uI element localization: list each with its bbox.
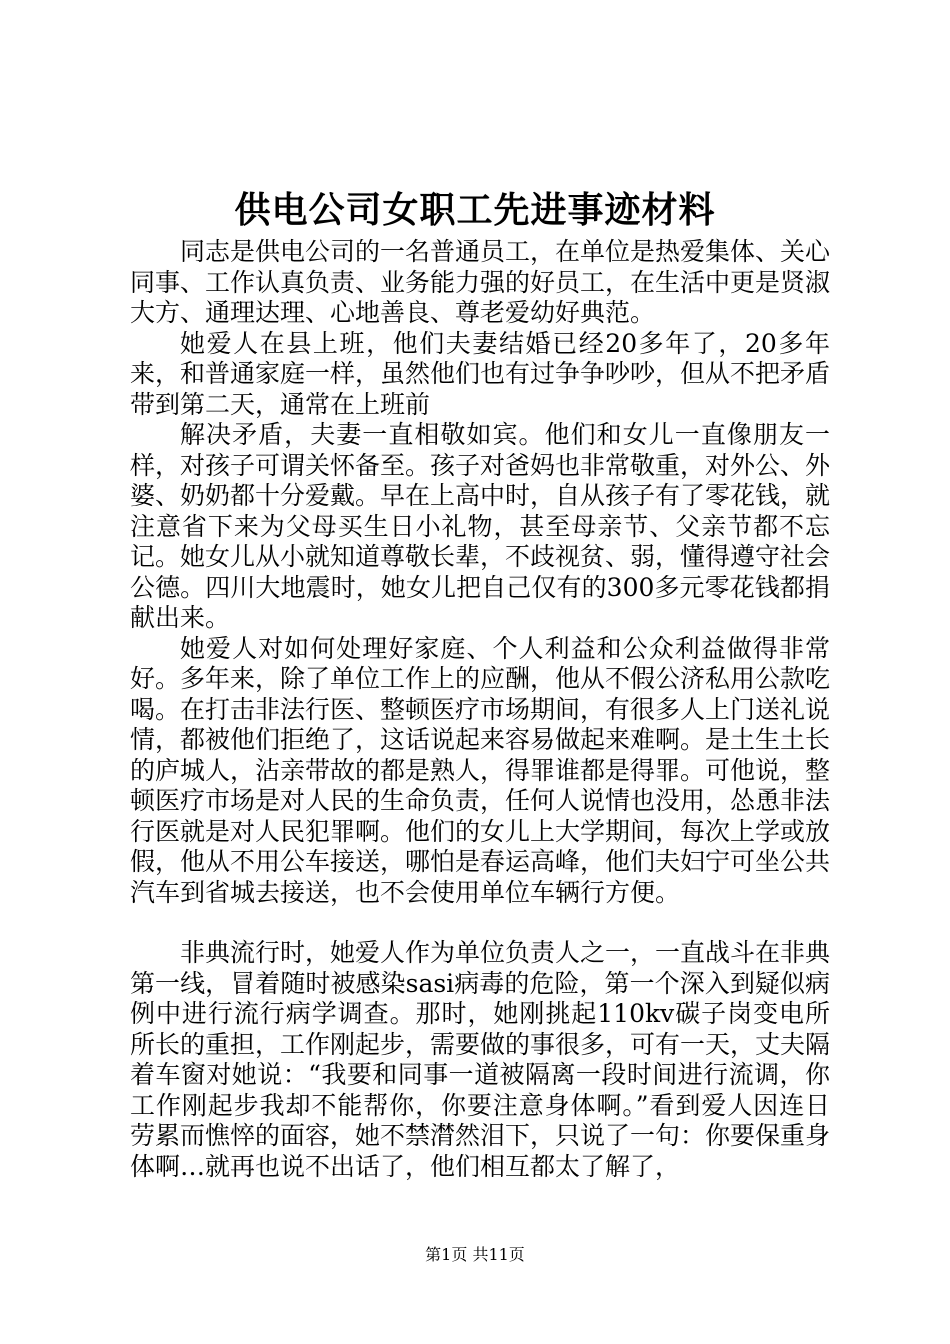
document-title: 供电公司女职工先进事迹材料 [234,189,716,231]
paragraph-5: 非典流行时，她爱人作为单位负责人之一，一直战斗在非典第一线，冒着随时被感染sasi病毒的危险，第一个深入到疑似病例中进行流行病学调查。那时，她刚挑起110kv碳子岗变电所所长的重担，工作刚起步，需要做的事很多，可有一天，丈夫隔着车窗对她说：“我要和同事一道被隔离一段时间进行流调，你工作刚起步我却不能帮你，你要注意身体啊。”看到爱人因连日劳累而憔悴的面容，她不禁潸然泪下，只说了一句：你要保重身体啊…就再也说不出话了，他们相互都太了解了， [130,938,831,1181]
paragraph-2: 她爱人在县上班，他们夫妻结婚已经20多年了，20多年来，和普通家庭一样，虽然他们也有过争争吵吵，但从不把矛盾带到第二天，通常在上班前 [130,328,831,419]
paragraph-gap [130,908,830,938]
paragraph-4: 她爱人对如何处理好家庭、个人利益和公众利益做得非常好。多年来，除了单位工作上的应酬，他从不假公济私用公款吃喝。在打击非法行医、整顿医疗市场期间，有很多人上门送礼说情，都被他们拒绝了，这话说起来容易做起来难啊。是土生土长的庐城人，沾亲带故的都是熟人，得罪谁都是得罪。可他说，整顿医疗市场是对人民的生命负责，任何人说情也没用，怂恿非法行医就是对人民犯罪啊。他们的女儿上大学期间，每次上学或放假，他从不用公车接送，哪怕是春运高峰，他们夫妇宁可坐公共汽车到省城去接送，也不会使用单位车辆行方便。 [130,633,831,907]
paragraph-3: 解决矛盾，夫妻一直相敬如宾。他们和女儿一直像朋友一样，对孩子可谓关怀备至。孩子对爸妈也非常敬重，对外公、外婆、奶奶都十分爱戴。早在上高中时，自从孩子有了零花钱，就注意省下来为父母买生日小礼物，甚至母亲节、父亲节都不忘记。她女儿从小就知道尊敬长辈，不歧视贫、弱，懂得遵守社会公德。四川大地震时，她女儿把自己仅有的300多元零花钱都捐献出来。 [130,420,831,632]
document-body [130,237,830,1182]
paragraph-1: 同志是供电公司的一名普通员工，在单位是热爱集体、关心同事、工作认真负责、业务能力强的好员工，在生活中更是贤淑大方、通理达理、心地善良、尊老爱幼好典范。 [130,237,831,327]
page-number-footer: 第1页 共11页 [425,1245,525,1264]
